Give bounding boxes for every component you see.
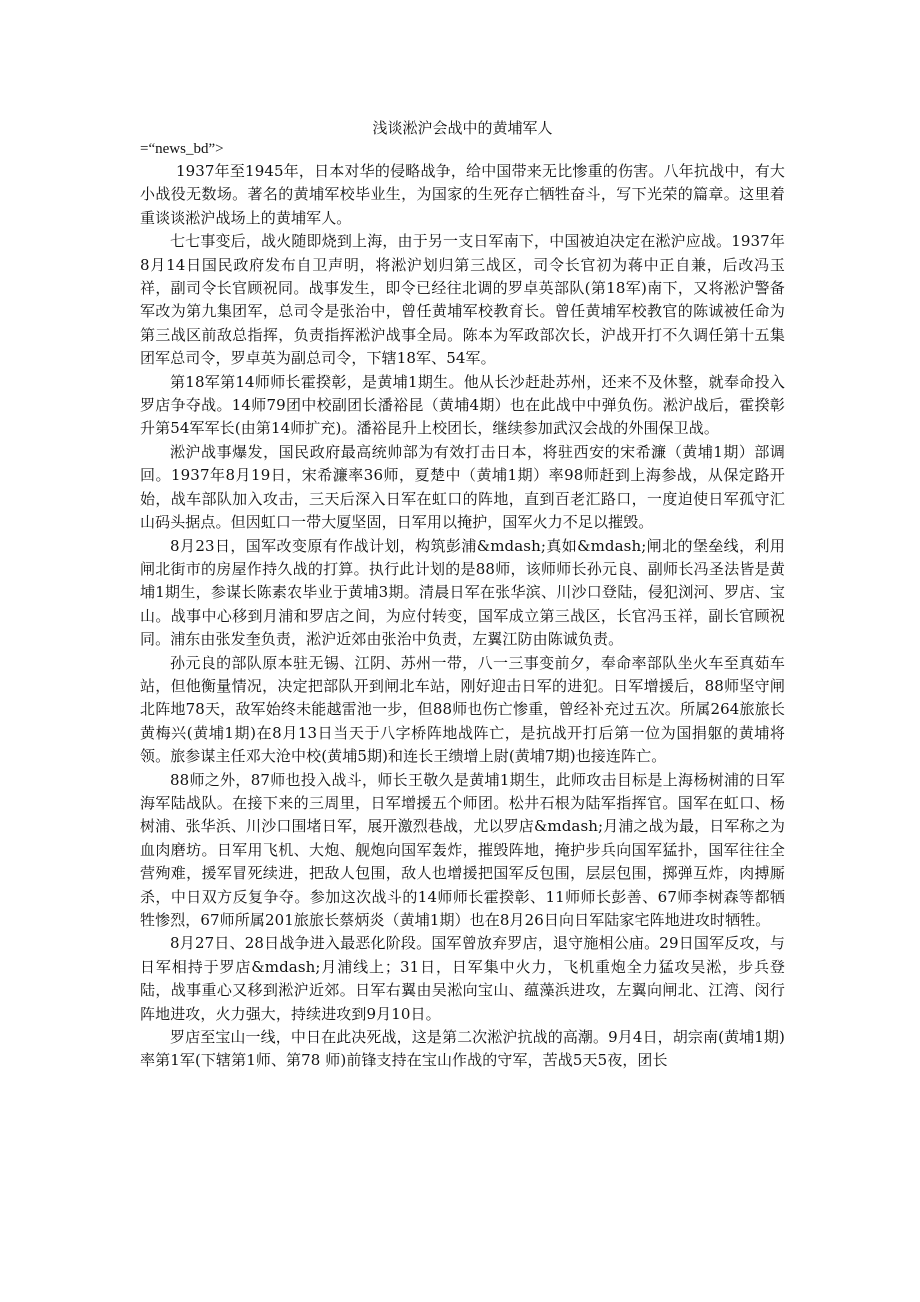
paragraph-8: 8月27日、28日战争进入最恶化阶段。国军曾放弃罗店，退守施相公庙。29日国军反攻，与日军相持于罗店&mdash;月浦线上；31日，日军集中火力，飞机重炮全力猛攻吴淞，步兵登陆，战事重心又移到淞沪近郊。日军右翼由吴淞向宝山、蕴藻浜进攻，左翼向闸北、江湾、闵行阵地进攻，火力强大，持续进攻到9月10日。 [140,934,785,1023]
paragraph-5: 8月23日，国军改变原有作战计划，构筑彭浦&mdash;真如&mdash;闸北的堡垒线，利用闸北街市的房屋作持久战的打算。执行此计划的是88师，该师师长孙元良、副师长冯圣法皆是黄埔1期生，参谋长陈素农毕业于黄埔3期。清晨日军在张华滨、川沙口登陆，侵犯浏河、罗店、宝山。战事中心移到月浦和罗店之间，为应付转变，国军成立第三战区，长官冯玉祥，副长官顾祝同。浦东由张发奎负责，淞沪近郊由张治中负责，左翼江防由陈诚负责。 [140,536,785,649]
stray-markup-text: =“news_bd”> [140,141,224,157]
paragraph-3: 第18军第14师师长霍揆彰，是黄埔1期生。他从长沙赶赴苏州，还来不及休整，就奉命投入罗店争夺战。14师79团中校副团长潘裕昆（黄埔4期）也在此战中中弹负伤。淞沪战后，霍揆彰升第54军军长(由第14师扩充)。潘裕昆升上校团长，继续参加武汉会战的外围保卫战。 [140,372,785,438]
paragraph-2: 七七事变后，战火随即烧到上海，由于另一支日军南下，中国被迫决定在淞沪应战。1937年8月14日国民政府发布自卫声明，将淞沪划归第三战区，司令长官初为蒋中正自兼，后改冯玉祥，副司令长官顾祝同。战事发生，即令已经往北调的罗卓英部队(第18军)南下，又将淞沪警备军改为第九集团军，总司令是张治中，曾任黄埔军校教育长。曾任黄埔军校教官的陈诚被任命为第三战区前敌总指挥，负责指挥淞沪战事全局。陈本为军政部次长，沪战开打不久调任第十五集团军总司令，罗卓英为副总司令，下辖18军、54军。 [140,232,785,368]
document-title: 浅谈淞沪会战中的黄埔军人 [372,119,553,137]
paragraph-1: 1937年至1945年，日本对华的侵略战争，给中国带来无比惨重的伤害。八年抗战中，有大小战役无数场。著名的黄埔军校毕业生，为国家的生死存亡牺牲奋斗，写下光荣的篇章。这里着重谈谈淞沪战场上的黄埔军人。 [140,162,785,227]
paragraph-4: 淞沪战事爆发，国民政府最高统帅部为有效打击日本，将驻西安的宋希濂（黄埔1期）部调回。1937年8月19日，宋希濂率36师，夏楚中（黄埔1期）率98师赶到上海参战，从保定路开始，战车部队加入攻击，三天后深入日军在虹口的阵地，直到百老汇路口，一度迫使日军孤守汇山码头据点。但因虹口一带大厦坚固，日军用以掩护，国军火力不足以摧毁。 [140,442,785,532]
paragraph-7: 88师之外，87师也投入战斗，师长王敬久是黄埔1期生，此师攻击目标是上海杨树浦的日军海军陆战队。在接下来的三周里，日军增援五个师团。松井石根为陆军指挥官。国军在虹口、杨树浦、张华浜、川沙口围堵日军，展开激烈巷战，尤以罗店&mdash;月浦之战为最，日军称之为血肉磨坊。日军用飞机、大炮、舰炮向国军轰炸，摧毁阵地，掩护步兵向国军猛扑，国军往往全营殉难，援军冒死续进，把敌人包围，敌人也增援把国军反包围，层层包围，掷弹互炸，肉搏厮杀，中日双方反复争夺。参加这次战斗的14师师长霍揆彰、11师师长彭善、67师李树森等都牺牲惨烈，67师所属201旅旅长蔡炳炎（黄埔1期）也在8月26日向日军陆家宅阵地进攻时牺牲。 [140,770,785,929]
document-page [140,0,785,1073]
paragraph-9: 罗店至宝山一线，中日在此决死战，这是第二次淞沪抗战的高潮。9月4日，胡宗南(黄埔1期)率第1军(下辖第1师、第78 师)前锋支持在宝山作战的守军，苦战5天5夜，团长 [140,1028,785,1070]
paragraph-6: 孙元良的部队原本驻无锡、江阴、苏州一带，八一三事变前夕，奉命率部队坐火车至真茹车站，但他衡量情况，决定把部队开到闸北车站，刚好迎击日军的进犯。日军增援后，88师坚守闸北阵地78天，敌军始终未能越雷池一步，但88师也伤亡惨重，曾经补充过五次。所属264旅旅长黄梅兴(黄埔1期)在8月13日当天于八字桥阵地战阵亡，是抗战开打后第一位为国捐躯的黄埔将领。旅参谋主任邓大沧中校(黄埔5期)和连长王缋增上尉(黄埔7期)也接连阵亡。 [140,653,785,766]
